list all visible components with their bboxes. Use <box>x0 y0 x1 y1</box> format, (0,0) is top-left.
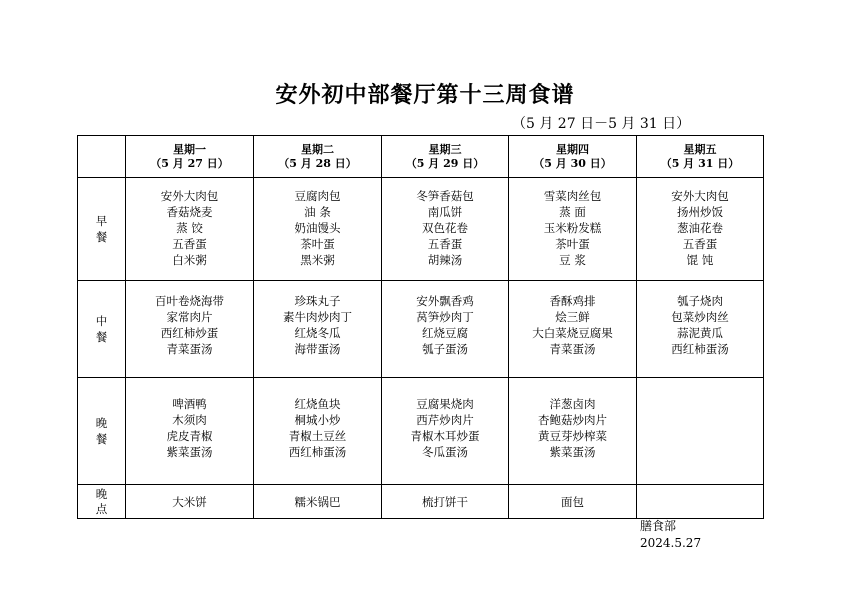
dish: 安外大肉包 <box>671 189 729 203</box>
dish: 豆腐果烧肉 <box>416 397 474 411</box>
dish-cell <box>509 281 637 378</box>
snack-row <box>78 485 764 519</box>
dish: 包菜炒肉丝 <box>671 310 729 324</box>
page-title: 安外初中部餐厅第十三周食谱 <box>275 82 575 108</box>
dish: 桐城小炒 <box>294 413 341 427</box>
dish: 豆腐肉包 <box>294 189 341 203</box>
dish: 双色花卷 <box>422 221 468 235</box>
dish-cell <box>637 281 764 378</box>
day-header <box>254 136 382 178</box>
dish: 玉米粉发糕 <box>543 221 602 235</box>
dish-cell <box>126 178 254 281</box>
dish: 珍珠丸子 <box>294 294 341 308</box>
day-name: 星期三 <box>428 142 462 156</box>
dish: 家常肉片 <box>166 310 213 324</box>
dish: 奶油馒头 <box>294 221 341 235</box>
lunch-row <box>78 281 764 378</box>
snack-cell: 糯米锅巴 <box>254 485 382 519</box>
footer-date: 2024.5.27 <box>640 536 702 550</box>
dish: 蒸 饺 <box>176 221 203 235</box>
snack-cell <box>637 485 764 519</box>
dish: 黄豆芽炒榨菜 <box>538 429 607 443</box>
dish: 百叶卷烧海带 <box>155 294 224 308</box>
day-name: 星期一 <box>173 142 206 156</box>
dish: 香菇烧麦 <box>166 205 213 219</box>
dish-cell <box>254 281 382 378</box>
dish: 五香蛋 <box>682 237 718 251</box>
dish: 茶叶蛋 <box>555 237 590 251</box>
day-name: 星期五 <box>683 142 717 156</box>
date-range: （5 月 27 日－5 月 31 日） <box>512 116 691 132</box>
dish-cell <box>382 281 509 378</box>
menu-table <box>77 135 764 519</box>
dish-cell <box>509 378 637 485</box>
dish: 虎皮青椒 <box>166 429 213 443</box>
dish: 木须肉 <box>172 413 207 427</box>
dish: 茶叶蛋 <box>300 237 335 251</box>
day-header <box>637 136 764 178</box>
dish-cell <box>254 178 382 281</box>
dish: 西芹炒肉片 <box>416 413 474 427</box>
dish: 西红柿蛋汤 <box>288 445 347 459</box>
dish-cell <box>382 178 509 281</box>
dinner-row <box>78 378 764 485</box>
breakfast-row <box>78 178 764 281</box>
dish: 青椒土豆丝 <box>288 429 347 443</box>
meal-label-char: 餐 <box>95 330 108 344</box>
dish: 南瓜饼 <box>427 205 463 219</box>
dish: 红烧冬瓜 <box>294 326 341 340</box>
dish: 安外飘香鸡 <box>416 294 474 308</box>
corner-cell <box>78 136 126 178</box>
dish: 瓠子烧肉 <box>677 294 723 308</box>
dish-cell <box>509 178 637 281</box>
meal-label <box>78 378 126 485</box>
meal-label-char: 晚 <box>95 416 108 430</box>
dish: 西红柿炒蛋 <box>160 326 219 340</box>
dish: 大白菜烧豆腐果 <box>532 326 613 340</box>
dish: 蒸 面 <box>559 205 586 219</box>
dish: 青菜蛋汤 <box>549 342 596 356</box>
dish: 啤酒鸭 <box>172 397 207 411</box>
day-header <box>382 136 509 178</box>
dish: 紫菜蛋汤 <box>166 445 213 459</box>
dish: 扬州炒饭 <box>677 205 723 219</box>
day-name: 星期二 <box>301 142 334 156</box>
meal-label <box>78 485 126 519</box>
header-row <box>78 136 764 178</box>
day-date: （5 月 28 日） <box>278 156 357 170</box>
dish: 豆 浆 <box>559 253 586 267</box>
dish: 冬笋香菇包 <box>416 189 474 203</box>
snack-cell: 梳打饼干 <box>382 485 509 519</box>
dish: 蒜泥黄瓜 <box>677 326 723 340</box>
dish: 洋葱卤肉 <box>549 397 596 411</box>
dish-cell <box>637 178 764 281</box>
dish: 五香蛋 <box>172 237 207 251</box>
snack-cell: 大米饼 <box>126 485 254 519</box>
dish: 油 条 <box>304 205 331 219</box>
meal-label <box>78 178 126 281</box>
dish: 雪菜肉丝包 <box>543 189 602 203</box>
dish-cell <box>254 378 382 485</box>
day-header <box>126 136 254 178</box>
dish: 烩三鲜 <box>555 310 590 324</box>
dish-cell <box>382 378 509 485</box>
dish: 莴笋炒肉丁 <box>416 310 474 324</box>
dish-cell <box>126 378 254 485</box>
dish: 红烧豆腐 <box>422 326 468 340</box>
dish: 香酥鸡排 <box>549 294 596 308</box>
meal-label-char: 中 <box>95 314 108 328</box>
meal-label-char: 早 <box>95 214 108 228</box>
day-name: 星期四 <box>556 142 589 156</box>
dish: 胡辣汤 <box>427 253 463 267</box>
day-date: （5 月 27 日） <box>150 156 229 170</box>
meal-label-char: 餐 <box>95 432 108 446</box>
dish: 黑米粥 <box>300 253 335 267</box>
snack-cell: 面包 <box>509 485 637 519</box>
day-date: （5 月 31 日） <box>660 156 740 170</box>
footer-department: 膳食部 <box>640 519 677 533</box>
dish-cell <box>126 281 254 378</box>
dish: 馄 饨 <box>686 253 714 267</box>
dish-cell-empty <box>637 378 764 485</box>
dish: 安外大肉包 <box>160 189 219 203</box>
dish: 海带蛋汤 <box>294 342 341 356</box>
dish: 青菜蛋汤 <box>166 342 213 356</box>
day-date: （5 月 29 日） <box>405 156 485 170</box>
dish: 白米粥 <box>172 253 207 267</box>
dish: 五香蛋 <box>427 237 463 251</box>
dish: 素牛肉炒肉丁 <box>283 310 352 324</box>
dish: 杏鲍菇炒肉片 <box>538 413 607 427</box>
dish: 瓠子蛋汤 <box>422 342 468 356</box>
dish: 西红柿蛋汤 <box>671 342 729 356</box>
dish: 葱油花卷 <box>677 221 723 235</box>
dish: 红烧鱼块 <box>294 397 341 411</box>
dish: 青椒木耳炒蛋 <box>410 429 480 443</box>
meal-label-char: 餐 <box>95 230 108 244</box>
meal-label <box>78 281 126 378</box>
day-date: （5 月 30 日） <box>533 156 612 170</box>
meal-label-char: 晚 <box>95 486 108 501</box>
dish: 冬瓜蛋汤 <box>422 445 468 459</box>
meal-label-char: 点 <box>95 501 108 516</box>
dish: 紫菜蛋汤 <box>549 445 596 459</box>
day-header <box>509 136 637 178</box>
